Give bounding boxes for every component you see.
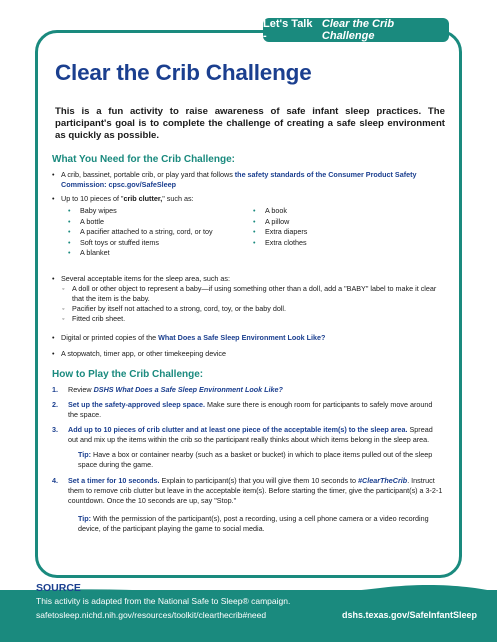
clutter-item: • A pillow <box>237 217 387 228</box>
need-item-timer: • A stopwatch, timer app, or other timekeeping device <box>52 349 444 359</box>
clutter-right <box>237 206 387 259</box>
copies-text: Digital or printed copies of the <box>61 333 159 342</box>
need-list <box>52 170 444 259</box>
clutter-pre: Up to 10 pieces of " <box>61 194 124 203</box>
clutter-item: • Extra clothes <box>237 238 387 249</box>
step-4-text-2: . Instruct them to remove crib clutter but leave in the acceptable item(s). Before starting the timer, give the participant(s) a 3-2-1 countdown. Once the 10 seconds are up, say "Stop." <box>68 476 443 505</box>
acceptable-subitem: ◦ A doll or other object to represent a baby—if using something other than a doll, add a "BABY" label to make it clear that the item is the baby. <box>52 284 444 304</box>
step-2-text: Make sure there is enough room for participants to safely move around the space. <box>68 400 433 419</box>
step-3-bold: Add up to 10 pieces of crib clutter and at least one piece of the acceptable item(s) to the sleep area. <box>68 425 408 434</box>
play-steps <box>52 385 444 540</box>
clutter-item: • Soft toys or stuffed items <box>52 238 237 249</box>
play-heading: How to Play the Crib Challenge: <box>52 369 204 380</box>
need-item-clutter <box>52 194 444 204</box>
step-3-text: Spread out and mix up the items within the crib so the participant really thinks about which items belong in the sleep area. <box>68 425 433 444</box>
step-1-text: Review <box>68 385 94 394</box>
clutter-item: • A pacifier attached to a string, cord, or toy <box>52 227 237 238</box>
tip-1 <box>52 450 444 470</box>
clutter-bold: crib clutter, <box>123 194 163 203</box>
clutter-item: • Baby wipes <box>52 206 237 217</box>
hashtag: #ClearTheCrib <box>358 476 408 485</box>
need-item-crib <box>52 170 444 190</box>
step-4-text: Explain to participant(s) that you will give them 10 seconds to <box>159 476 359 485</box>
tab-emphasis: Clear the Crib Challenge <box>321 18 395 42</box>
step-4 <box>52 476 444 506</box>
clutter-columns <box>52 206 444 259</box>
tip-2-text: With the permission of the participant(s), post a recording, using a cell phone camera or a video recording device, of the participant playing the game to social media. <box>78 514 429 533</box>
step-number: 4. <box>52 476 58 485</box>
page-title: Clear the Crib Challenge <box>55 60 312 85</box>
dshs-link[interactable]: DSHS What Does a Safe Sleep Environment Look Like? <box>93 385 283 394</box>
clutter-left <box>52 206 237 259</box>
acceptable-subitem: ◦ Pacifier by itself not attached to a strong, cord, toy, or the baby doll. <box>52 304 444 314</box>
clutter-item: • A book <box>237 206 387 217</box>
source-line-1: This activity is adapted from the National Safe to Sleep® campaign. <box>36 596 291 606</box>
tab-prefix: Let's Talk - <box>263 18 313 42</box>
dshs-site-link[interactable]: dshs.texas.gov/SafeInfantSleep <box>341 610 477 620</box>
clutter-item: • A blanket <box>52 248 237 259</box>
step-4-bold: Set a timer for 10 seconds. <box>68 476 160 485</box>
safe-sleep-link[interactable]: What Does a Safe Sleep Environment Look Like? <box>158 333 326 342</box>
need-heading: What You Need for the Crib Challenge: <box>52 154 235 165</box>
step-number: 2. <box>52 400 58 409</box>
tip-1-text: Have a box or container nearby (such as a basket or bucket) in which to place items pulled out of the sleep space during the game. <box>78 450 433 469</box>
clutter-item: • A bottle <box>52 217 237 228</box>
acceptable-subitem: ◦ Fitted crib sheet. <box>52 314 444 324</box>
acceptable-list <box>52 274 444 324</box>
step-number: 1. <box>52 385 58 394</box>
intro-paragraph: This is a fun activity to raise awareness of safe infant sleep practices. The participant's goal is to complete the challenge of creating a safe sleep environment as quickly as possible. <box>55 106 445 141</box>
tip-2 <box>52 514 444 534</box>
clutter-post: " such as: <box>162 194 194 203</box>
step-1 <box>52 385 444 395</box>
step-2 <box>52 400 444 420</box>
cpsc-link[interactable]: the safety standards of the Consumer Product Safety Commission: cpsc.gov/SafeSleep <box>61 170 417 189</box>
need-item-acceptable: • Several acceptable items for the sleep area, such as: <box>52 274 444 284</box>
header-tab <box>263 18 449 42</box>
tip-label: Tip: <box>78 514 92 523</box>
step-number: 3. <box>52 425 58 434</box>
need-list-2 <box>52 333 444 359</box>
source-link[interactable]: safetosleep.nichd.nih.gov/resources/toolkit/clearthecrib#need <box>36 610 267 620</box>
step-3 <box>52 425 444 445</box>
need-item-crib-text: A crib, bassinet, portable crib, or play yard that follows <box>61 170 235 179</box>
source-heading: SOURCE <box>36 582 81 594</box>
clutter-item: • Extra diapers <box>237 227 387 238</box>
tip-label: Tip: <box>78 450 92 459</box>
step-2-bold: Set up the safety-approved sleep space. <box>68 400 206 409</box>
need-item-copies <box>52 333 444 343</box>
